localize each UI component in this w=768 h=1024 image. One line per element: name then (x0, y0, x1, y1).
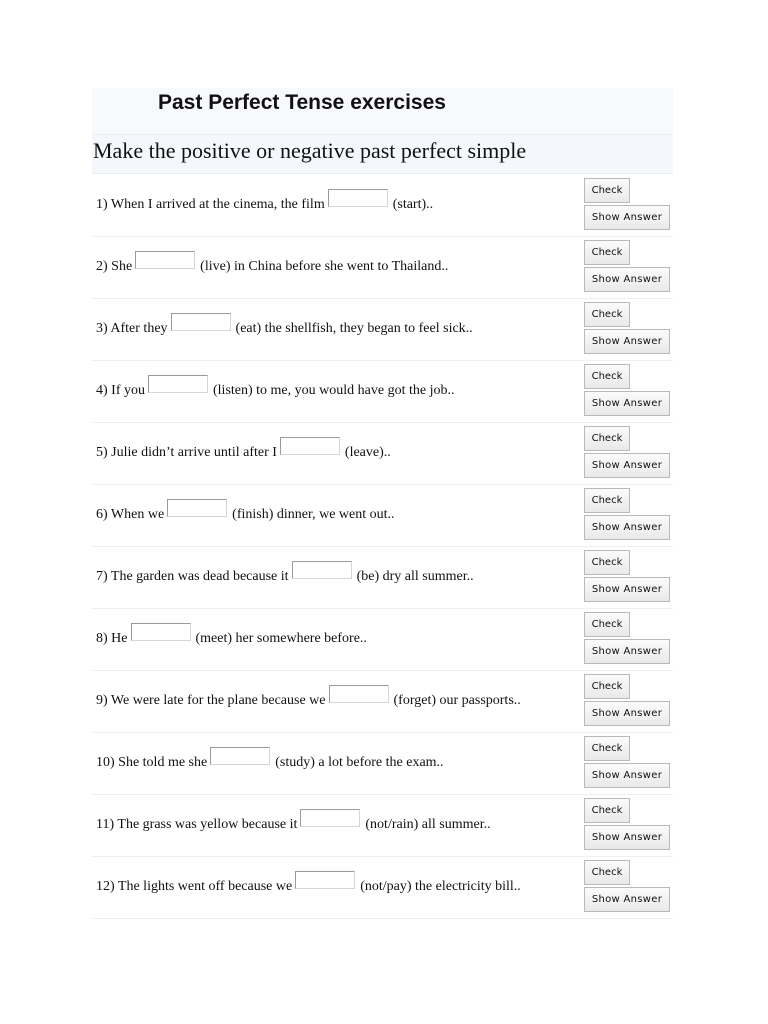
sentence-end: (forget) our passports.. (393, 693, 521, 708)
instructions-text: Make the positive or negative past perfect simple (93, 138, 527, 163)
title-bar (92, 88, 673, 135)
sentence-start: 6) When we (96, 507, 165, 522)
sentence-end: (live) in China before she went to Thailand.. (200, 259, 449, 274)
exercise-row (92, 608, 673, 671)
show-answer-button[interactable]: Show Answer (584, 391, 670, 416)
exercise-sentence (96, 856, 521, 918)
page-title: Past Perfect Tense exercises (158, 91, 446, 114)
sentence-start: 5) Julie didn’t arrive until after I (96, 445, 277, 460)
sentence-start: 3) After they (96, 321, 168, 336)
exercise-row (92, 484, 673, 547)
show-answer-button[interactable]: Show Answer (584, 205, 670, 230)
sentence-end: (start).. (392, 197, 434, 212)
exercise-row (92, 856, 673, 919)
exercise-row (92, 422, 673, 485)
sentence-end: (be) dry all summer.. (356, 569, 474, 584)
exercise-row (92, 546, 673, 609)
exercise-sentence (96, 546, 474, 608)
answer-input[interactable] (280, 437, 340, 455)
show-answer-button[interactable]: Show Answer (584, 577, 670, 602)
exercise-sentence (96, 236, 448, 298)
exercise-row (92, 236, 673, 299)
exercise-sentence (96, 422, 391, 484)
check-button[interactable]: Check (584, 364, 630, 389)
exercise-row (92, 360, 673, 423)
check-button[interactable]: Check (584, 736, 630, 761)
answer-input[interactable] (300, 809, 360, 827)
answer-input[interactable] (328, 189, 388, 207)
show-answer-button[interactable]: Show Answer (584, 267, 670, 292)
sentence-start: 2) She (96, 259, 133, 274)
answer-input[interactable] (295, 871, 355, 889)
exercise-sentence (96, 608, 367, 670)
exercise-row (92, 670, 673, 733)
show-answer-button[interactable]: Show Answer (584, 887, 670, 912)
sentence-end: (leave).. (344, 445, 391, 460)
instructions-bar (92, 135, 673, 174)
exercise-row (92, 732, 673, 795)
exercise-sentence (96, 484, 395, 546)
sentence-start: 9) We were late for the plane because we (96, 693, 326, 708)
sentence-end: (study) a lot before the exam.. (275, 755, 444, 770)
check-button[interactable]: Check (584, 240, 630, 265)
check-button[interactable]: Check (584, 178, 630, 203)
answer-input[interactable] (131, 623, 191, 641)
sentence-end: (not/rain) all summer.. (365, 817, 491, 832)
check-button[interactable]: Check (584, 612, 630, 637)
exercise-sentence (96, 794, 491, 856)
show-answer-button[interactable]: Show Answer (584, 763, 670, 788)
answer-input[interactable] (135, 251, 195, 269)
exercise-row (92, 794, 673, 857)
check-button[interactable]: Check (584, 302, 630, 327)
sentence-start: 1) When I arrived at the cinema, the film (96, 197, 325, 212)
sentence-end: (meet) her somewhere before.. (195, 631, 367, 646)
answer-input[interactable] (148, 375, 208, 393)
check-button[interactable]: Check (584, 488, 630, 513)
sentence-start: 11) The grass was yellow because it (96, 817, 298, 832)
answer-input[interactable] (210, 747, 270, 765)
exercise-sentence (96, 360, 454, 422)
answer-input[interactable] (329, 685, 389, 703)
check-button[interactable]: Check (584, 798, 630, 823)
show-answer-button[interactable]: Show Answer (584, 329, 670, 354)
sentence-start: 10) She told me she (96, 755, 208, 770)
check-button[interactable]: Check (584, 426, 630, 451)
sentence-start: 7) The garden was dead because it (96, 569, 289, 584)
sentence-end: (eat) the shellfish, they began to feel sick.. (235, 321, 473, 336)
answer-input[interactable] (292, 561, 352, 579)
check-button[interactable]: Check (584, 674, 630, 699)
exercise-sentence (96, 670, 521, 732)
show-answer-button[interactable]: Show Answer (584, 639, 670, 664)
exercise-sentence (96, 174, 433, 236)
sentence-end: (not/pay) the electricity bill.. (360, 879, 521, 894)
exercise-sentence (96, 298, 473, 360)
sentence-end: (finish) dinner, we went out.. (232, 507, 395, 522)
check-button[interactable]: Check (584, 550, 630, 575)
sentence-start: 12) The lights went off because we (96, 879, 293, 894)
sentence-start: 8) He (96, 631, 128, 646)
answer-input[interactable] (171, 313, 231, 331)
show-answer-button[interactable]: Show Answer (584, 515, 670, 540)
exercise-row (92, 174, 673, 237)
exercise-sentence (96, 732, 444, 794)
show-answer-button[interactable]: Show Answer (584, 825, 670, 850)
sentence-end: (listen) to me, you would have got the job.. (213, 383, 455, 398)
show-answer-button[interactable]: Show Answer (584, 453, 670, 478)
exercise-row (92, 298, 673, 361)
show-answer-button[interactable]: Show Answer (584, 701, 670, 726)
answer-input[interactable] (167, 499, 227, 517)
exercise-sheet (92, 88, 673, 905)
check-button[interactable]: Check (584, 860, 630, 885)
sentence-start: 4) If you (96, 383, 145, 398)
